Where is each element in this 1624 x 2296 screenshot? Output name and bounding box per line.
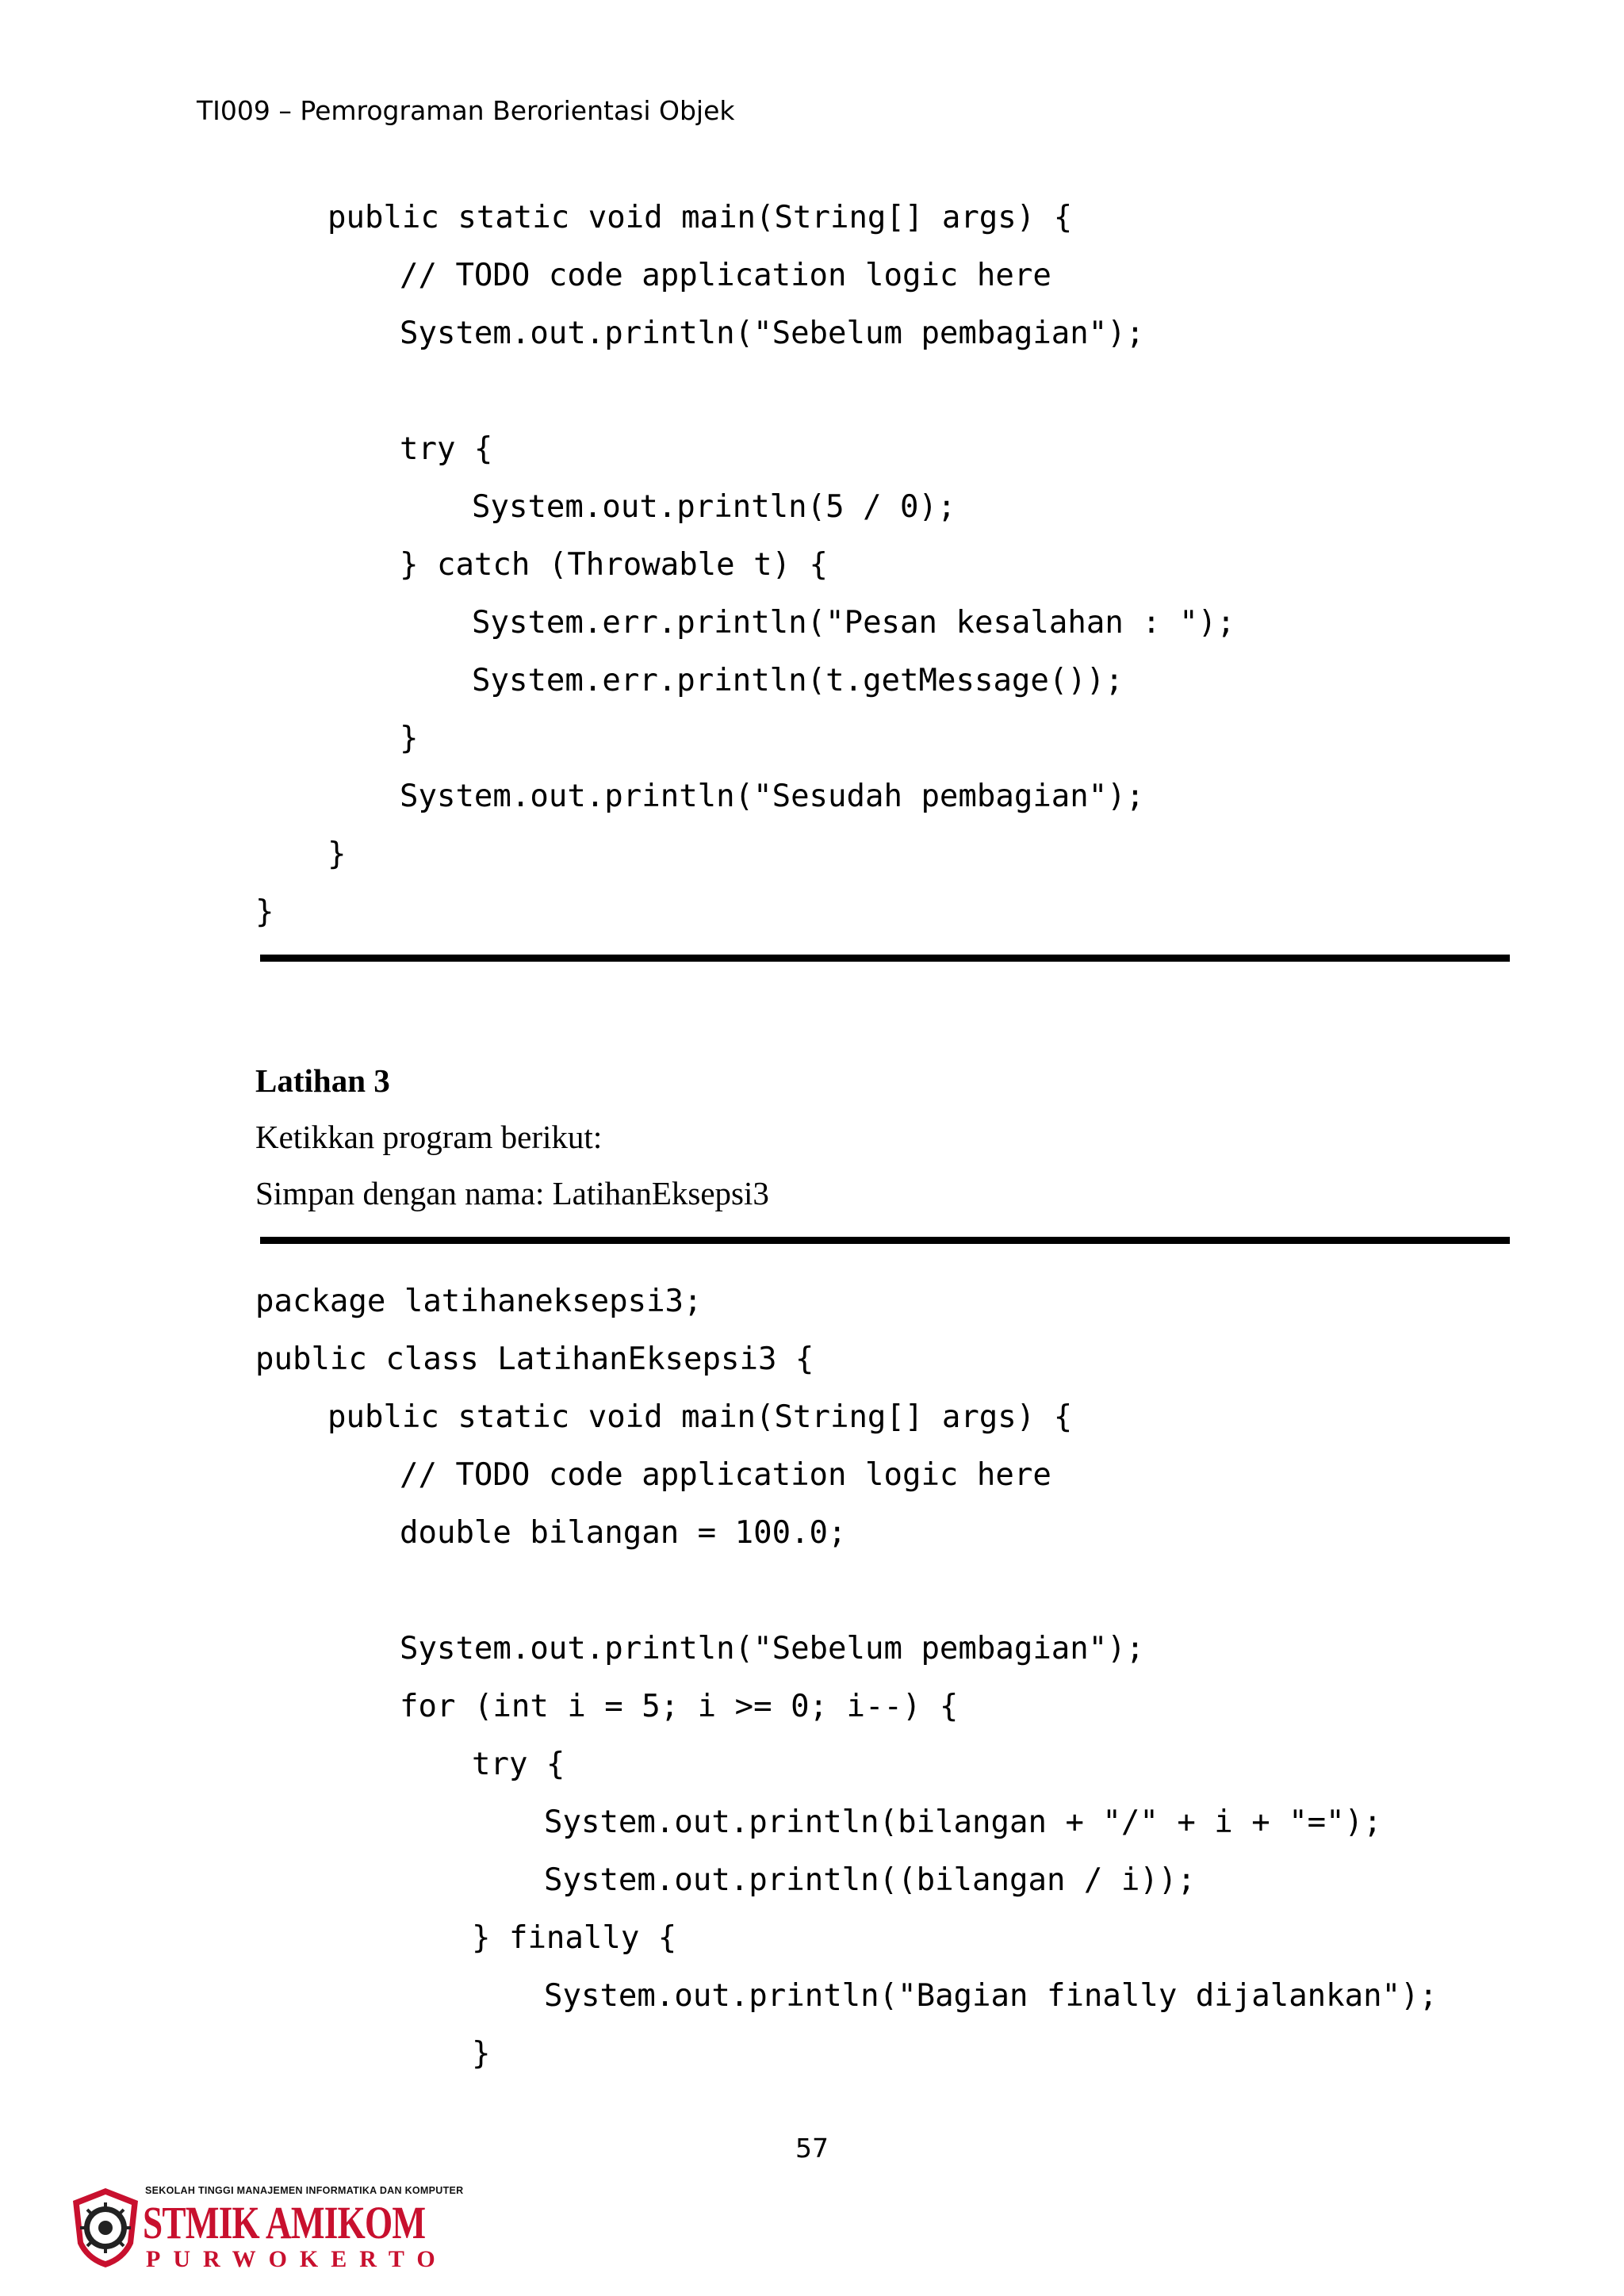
code-line: System.err.println(t.getMessage()); <box>472 663 1124 698</box>
code-line: System.out.println(5 / 0); <box>472 489 956 525</box>
code-line: System.out.println("Bagian finally dijalankan"); <box>544 1978 1438 2014</box>
code-line: System.out.println("Sebelum pembagian"); <box>400 1631 1145 1667</box>
page-number: 57 <box>795 2133 829 2164</box>
code-line: // TODO code application logic here <box>400 1457 1051 1493</box>
section-title: Latihan 3 <box>255 1062 390 1099</box>
divider-rule <box>260 955 1510 962</box>
code-block-top <box>255 189 1235 941</box>
institution-logo <box>70 2179 464 2274</box>
code-line: public class LatihanEksepsi3 { <box>255 1341 814 1377</box>
code-line: try { <box>472 1747 565 1782</box>
code-line: } <box>255 894 274 930</box>
logo-name: STMIK AMIKOM <box>143 2197 426 2248</box>
code-line: } <box>472 2036 491 2072</box>
code-line <box>255 1562 1438 1620</box>
code-line: System.out.println((bilangan / i)); <box>544 1862 1196 1898</box>
code-line <box>255 362 1235 420</box>
page-header: TI009 – Pemrograman Berorientasi Objek <box>197 95 735 126</box>
code-line: } <box>327 836 347 872</box>
code-line: System.out.println("Sebelum pembagian"); <box>400 316 1145 351</box>
logo-subtitle: SEKOLAH TINGGI MANAJEMEN INFORMATIKA DAN KOMPUTER <box>145 2185 464 2196</box>
code-line: public static void main(String[] args) { <box>327 200 1073 235</box>
code-line: } catch (Throwable t) { <box>400 547 829 583</box>
code-line: for (int i = 5; i >= 0; i--) { <box>400 1689 959 1724</box>
seal-icon <box>70 2187 141 2269</box>
code-line: double bilangan = 100.0; <box>400 1515 847 1551</box>
code-line: System.out.println("Sesudah pembagian"); <box>400 779 1145 814</box>
code-block-bottom <box>255 1272 1438 2083</box>
code-line: } <box>400 721 419 756</box>
code-line: System.out.println(bilangan + "/" + i + "="); <box>544 1804 1382 1840</box>
divider-rule <box>260 1237 1510 1244</box>
code-line: package latihaneksepsi3; <box>255 1284 703 1319</box>
code-line: // TODO code application logic here <box>400 258 1051 293</box>
code-line: try { <box>400 431 493 467</box>
logo-city: PURWOKERTO <box>146 2246 448 2272</box>
section-instruction: Ketikkan program berikut: <box>255 1119 603 1155</box>
code-line: public static void main(String[] args) { <box>327 1399 1073 1435</box>
code-line: } finally { <box>472 1920 677 1956</box>
code-line: System.err.println("Pesan kesalahan : "); <box>472 605 1235 641</box>
exercise-section <box>255 1052 769 1222</box>
section-filename: Simpan dengan nama: LatihanEksepsi3 <box>255 1175 769 1211</box>
